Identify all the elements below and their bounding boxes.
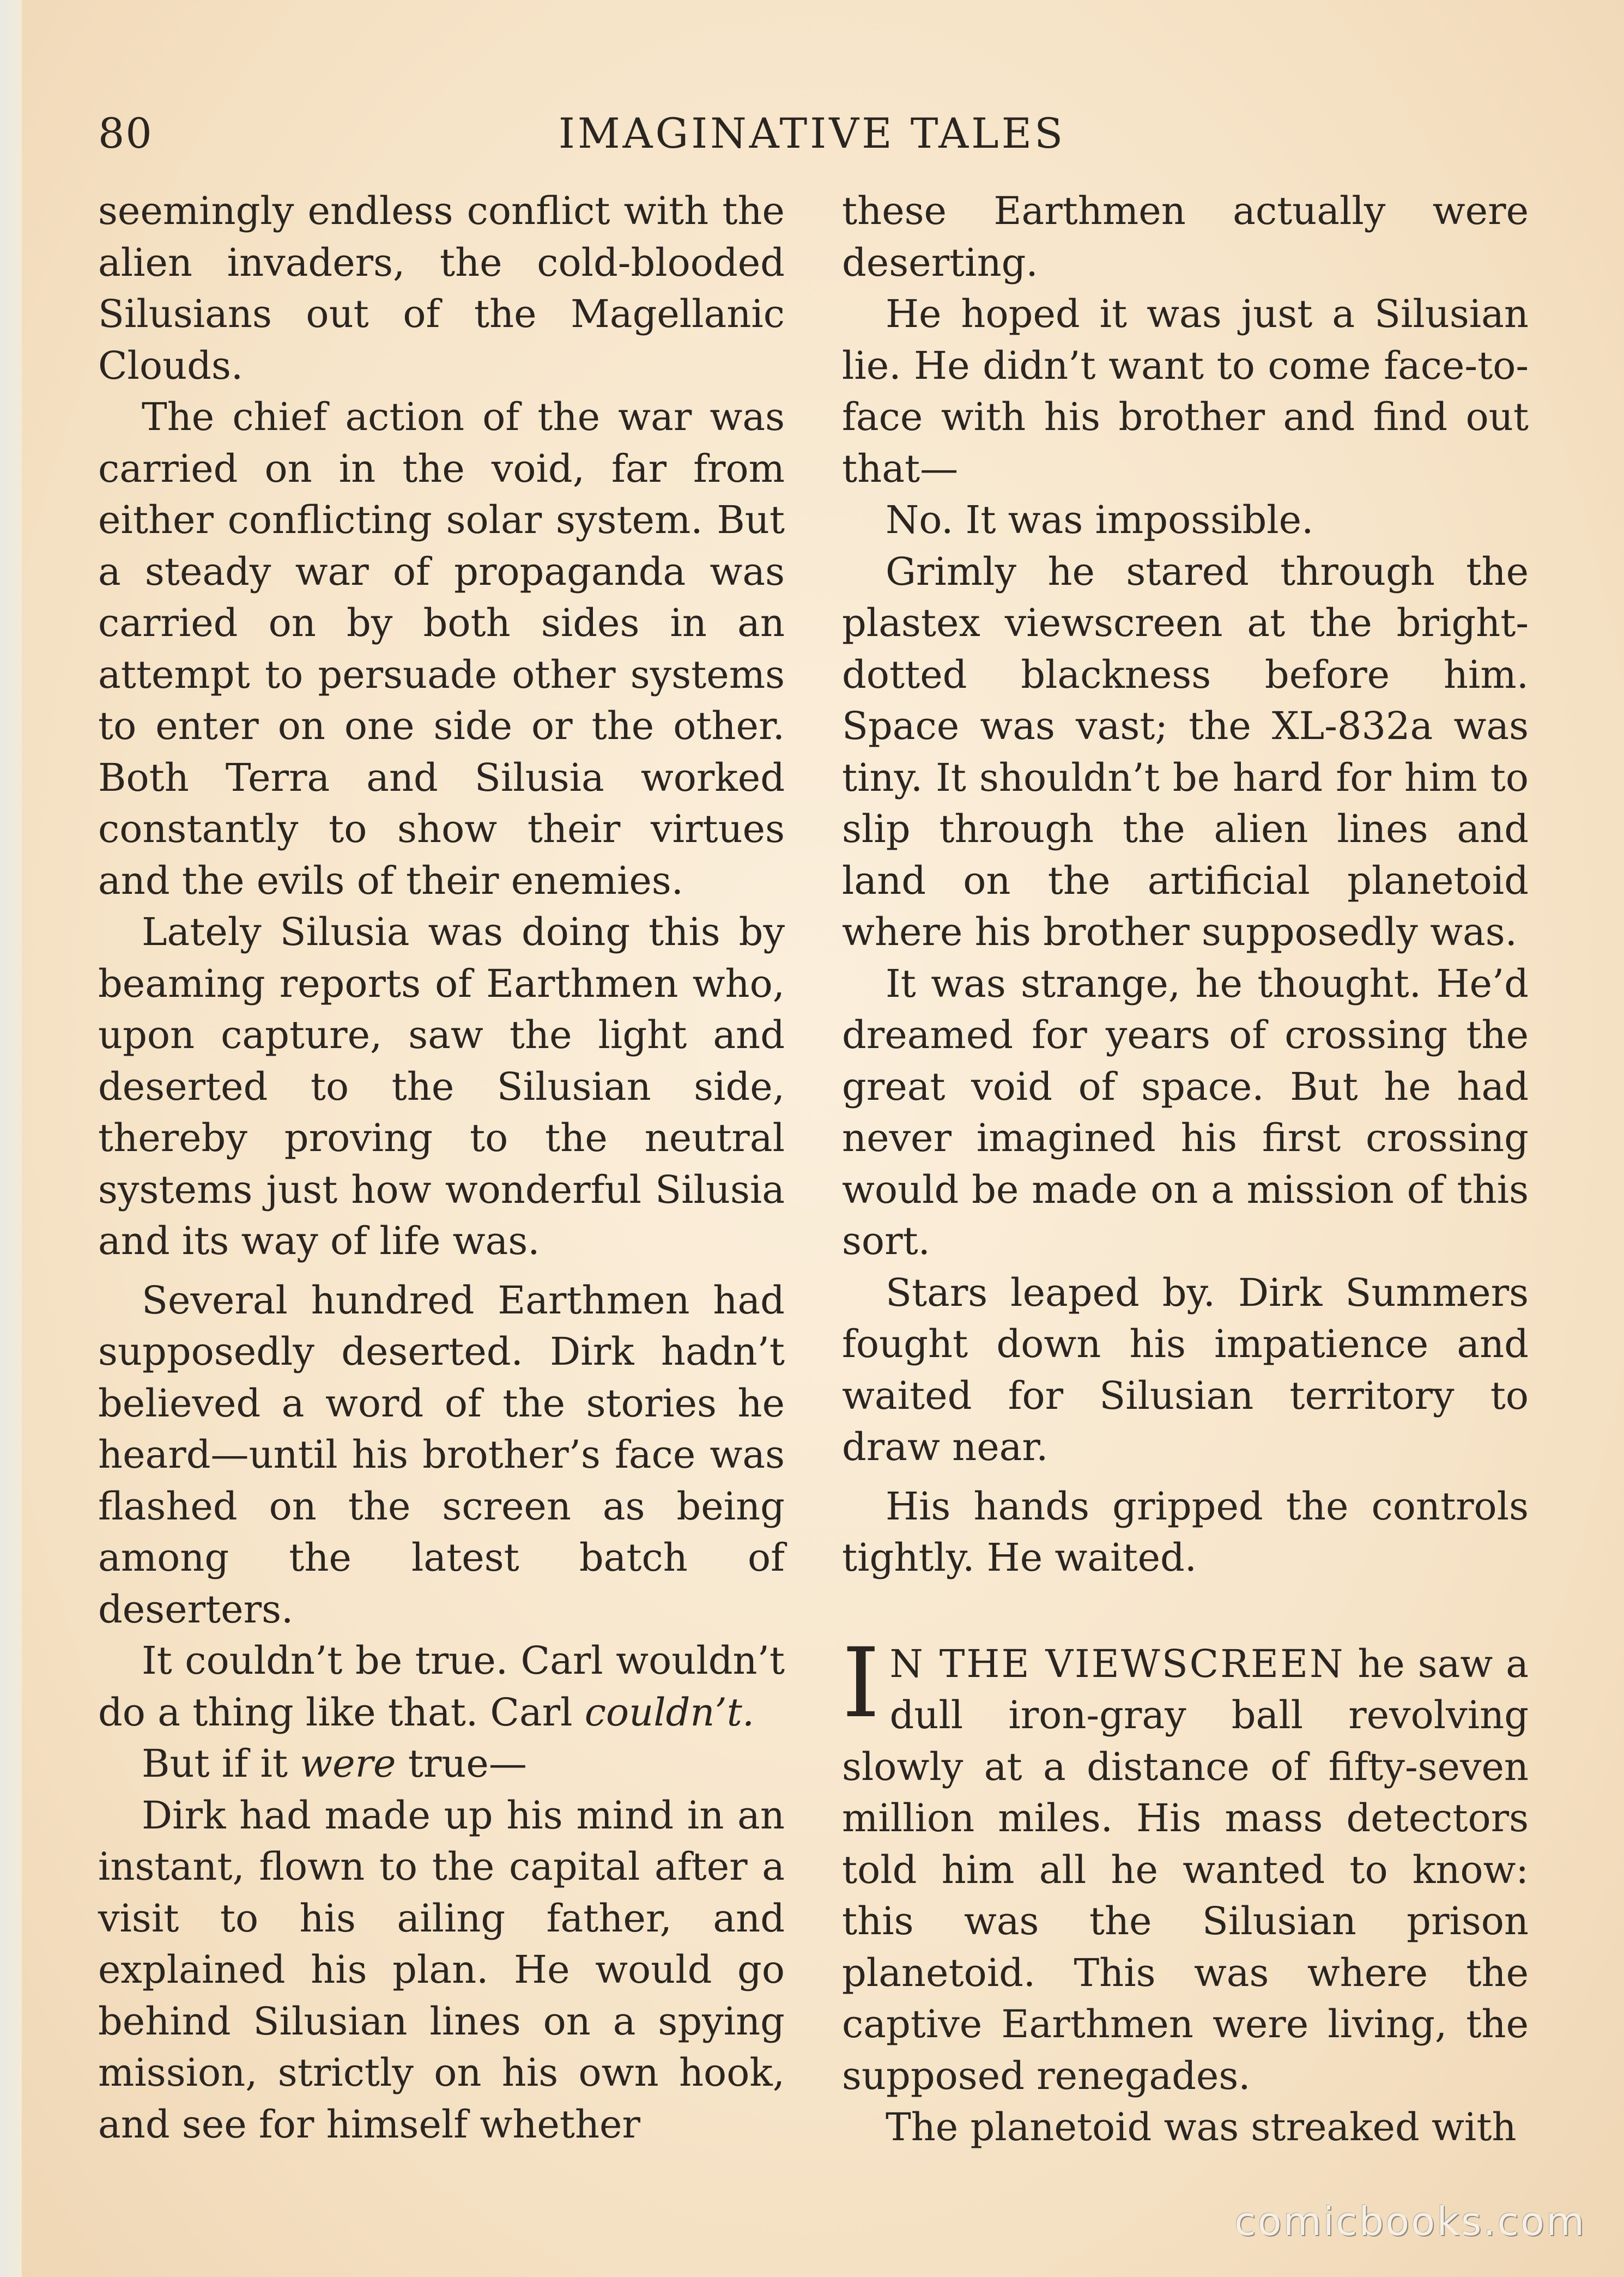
- watermark-logo: comicbooks.com: [1234, 2199, 1586, 2244]
- paragraph: these Earthmen actually were deserting.: [842, 189, 1529, 285]
- paragraph: Several hundred Earthmen had supposedly deserted. Dirk hadn’t believed a word of the stories he heard—until his brother’s face was flashed on the screen as being among the latest batch of deserters.: [98, 1277, 785, 1632]
- small-caps-lead: N THE VIEWSCREEN: [889, 1641, 1345, 1686]
- paragraph-text: But if it: [142, 1741, 300, 1786]
- paragraph: His hands gripped the controls tightly. He waited.: [842, 1483, 1529, 1580]
- paragraph: Lately Silusia was doing this by beaming reports of Earthmen who, upon capture, saw the light and deserted to the Silusian side, thereby proving to the neutral systems just how wonderful Silusia and its way of life was.: [98, 910, 785, 1263]
- page-number: 80: [98, 109, 153, 158]
- paragraph: Grimly he stared through the plastex viewscreen at the bright-dotted blackness before him. Space was vast; the XL-832a was tiny. It shouldn’t be hard for him to slip through the alien lines and land on the artificial planetoid where his brother supposedly was.: [842, 549, 1529, 954]
- paragraph: seemingly endless conflict with the alien invaders, the cold-blooded Silusians out of the Magellanic Clouds.: [98, 189, 785, 388]
- drop-cap: I: [842, 1627, 880, 1739]
- paragraph-text: true—: [396, 1741, 527, 1786]
- page-header: [98, 104, 1526, 169]
- paragraph: [98, 1635, 785, 1738]
- emphasis-text: couldn’t.: [584, 1689, 755, 1735]
- running-title: IMAGINATIVE TALES: [558, 109, 1066, 158]
- left-column: [98, 185, 785, 2150]
- paragraph: The chief action of the war was carried on in the void, far from either conflicting solar system. But a steady war of propaganda was carried on by both sides in an attempt to persuade other systems to enter on one side or the other. Both Terra and Silusia worked constantly to show their virtues and the evils of their enemies.: [98, 395, 785, 903]
- paragraph: No. It was impossible.: [886, 498, 1314, 542]
- paragraph: Dirk had made up his mind in an instant, flown to the capital after a visit to his ailing father, and explained his plan. He would go behind Silusian lines on a spying mission, strictly on his own hook, and see for himself whether: [98, 1792, 785, 2147]
- section-opening-paragraph: [842, 1627, 1529, 2102]
- paragraph: He hoped it was just a Silusian lie. He didn’t want to come face-to-face with his brother and find out that—: [842, 292, 1529, 491]
- page-edge: [0, 0, 22, 2277]
- paragraph: The planetoid was streaked with: [886, 2105, 1517, 2149]
- paragraph-text: It couldn’t be true. Carl wouldn’t do a thing like that. Carl: [98, 1638, 785, 1735]
- paragraph: Stars leaped by. Dirk Summers fought down his impatience and waited for Silusian territory to draw near.: [842, 1270, 1529, 1469]
- right-column: [842, 185, 1529, 2153]
- emphasis-text: were: [300, 1741, 396, 1786]
- paragraph: [98, 1738, 785, 1790]
- paragraph: It was strange, he thought. He’d dreamed for years of crossing the great void of space. But he had never imagined his first crossing would be made on a mission of this sort.: [842, 961, 1529, 1263]
- paragraph-text: he saw a dull iron-gray ball revolving slowly at a distance of fifty-seven million miles. His mass detectors told him all he wanted to know: this was the Silusian prison planetoid. This was where the captive Earthmen were living, the supposed renegades.: [842, 1641, 1529, 2098]
